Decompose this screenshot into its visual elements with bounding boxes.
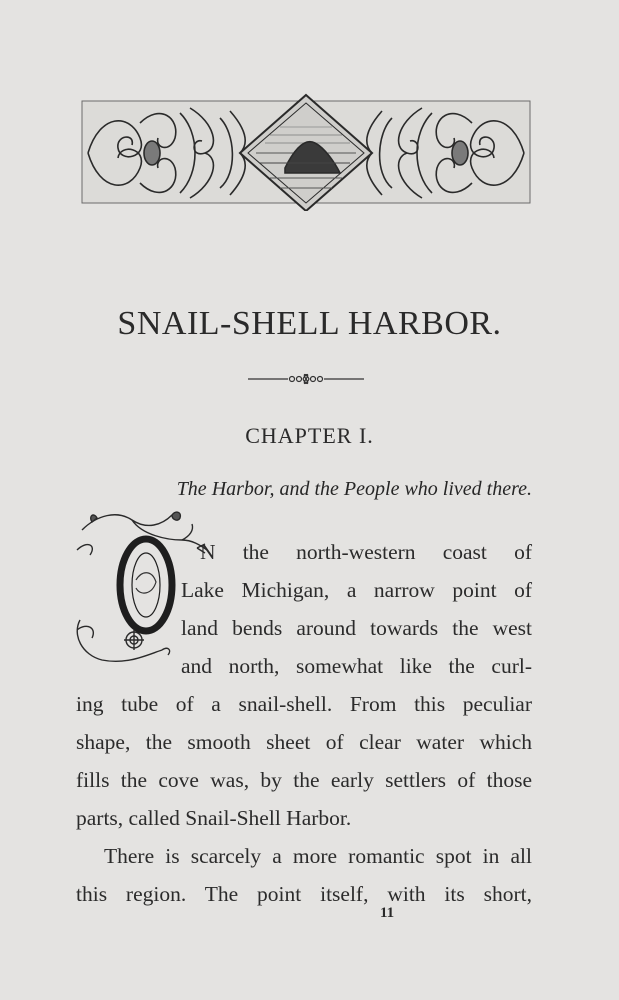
text-line: fills the cove was, by the early settlers of those [76, 768, 532, 792]
chapter-subtitle: The Harbor, and the People who lived there. [176, 478, 532, 500]
decorative-rule [248, 372, 364, 386]
text-line: N the north-western coast of [200, 540, 532, 564]
text-line: land bends around towards the west [181, 616, 532, 640]
page-number: 11 [380, 905, 395, 921]
text-line: ing tube of a snail-shell. From this peculiar [76, 692, 532, 716]
text-line: and north, somewhat like the curl- [181, 654, 532, 678]
initial-letter: O [146, 595, 147, 596]
ornamental-headpiece [80, 93, 532, 211]
text-line: shape, the smooth sheet of clear water which [76, 730, 532, 754]
book-title: SNAIL-SHELL HARBOR. [117, 305, 502, 342]
chapter-heading: CHAPTER I. [245, 423, 374, 448]
text-line: Lake Michigan, a narrow point of [181, 578, 532, 602]
text-line: There is scarcely a more romantic spot in all [104, 844, 532, 868]
text-line: this region. The point itself, with its short, [76, 882, 532, 906]
text-line: parts, called Snail-Shell Harbor. [76, 806, 352, 830]
